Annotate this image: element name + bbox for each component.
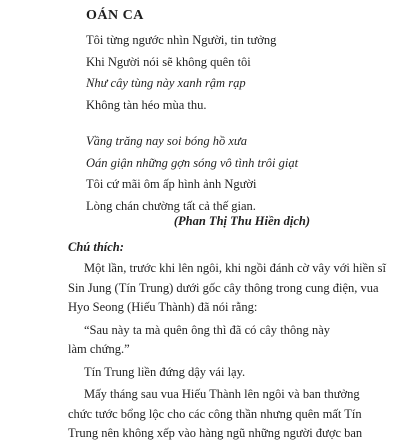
note-line: Hyo Seong (Hiếu Thành) đã nói rằng: [68, 300, 258, 314]
poem-stanza-2 [86, 131, 298, 217]
poem-stanza-1 [86, 30, 276, 116]
poem-line: Tôi cứ mãi ôm ấp hình ảnh Người [86, 177, 257, 191]
poem-line: Không tàn héo mùa thu. [86, 97, 207, 112]
note-paragraph [68, 259, 386, 318]
poem-line: Lòng chán chường tất cả thế gian. [86, 198, 256, 213]
note-line: Trung nên không xếp vào hàng ngũ những người được ban [68, 426, 363, 440]
note-line: Sin Jung (Tín Trung) dưới gốc cây thông trong cung điện, vua [68, 280, 379, 295]
poem-line: Khi Người nói sẽ không quên tôi [86, 54, 251, 69]
note-line: Một lần, trước khi lên ngôi, khi ngồi đánh cờ vây với hiền sĩ [84, 261, 386, 275]
translator-credit: (Phan Thị Thu Hiền dịch) [173, 214, 310, 228]
note-paragraph [68, 385, 363, 444]
poem-line: Như cây tùng này xanh rậm rạp [86, 76, 246, 90]
poem-line: Vầng trăng nay soi bóng hồ xưa [86, 134, 247, 148]
note-paragraph: Tín Trung liền đứng dậy vái lạy. [84, 364, 246, 379]
poem-line: Oán giận những gợn sóng vô tình trôi giạt [86, 155, 299, 170]
note-line: chức tước bổng lộc cho các công thần nhưng quên mất Tín [68, 406, 362, 421]
note-quote: “Sau này ta mà quên ông thì đã có cây thông này làm chứng.” [68, 322, 330, 356]
notes-body [68, 259, 386, 447]
note-line: Mấy tháng sau vua Hiếu Thành lên ngôi và ban thưởng [84, 387, 360, 401]
notes-heading: Chú thích: [68, 240, 124, 254]
poem-line: Tôi từng ngước nhìn Người, tin tưởng [86, 33, 277, 47]
poem-title: OÁN CA [86, 8, 144, 23]
